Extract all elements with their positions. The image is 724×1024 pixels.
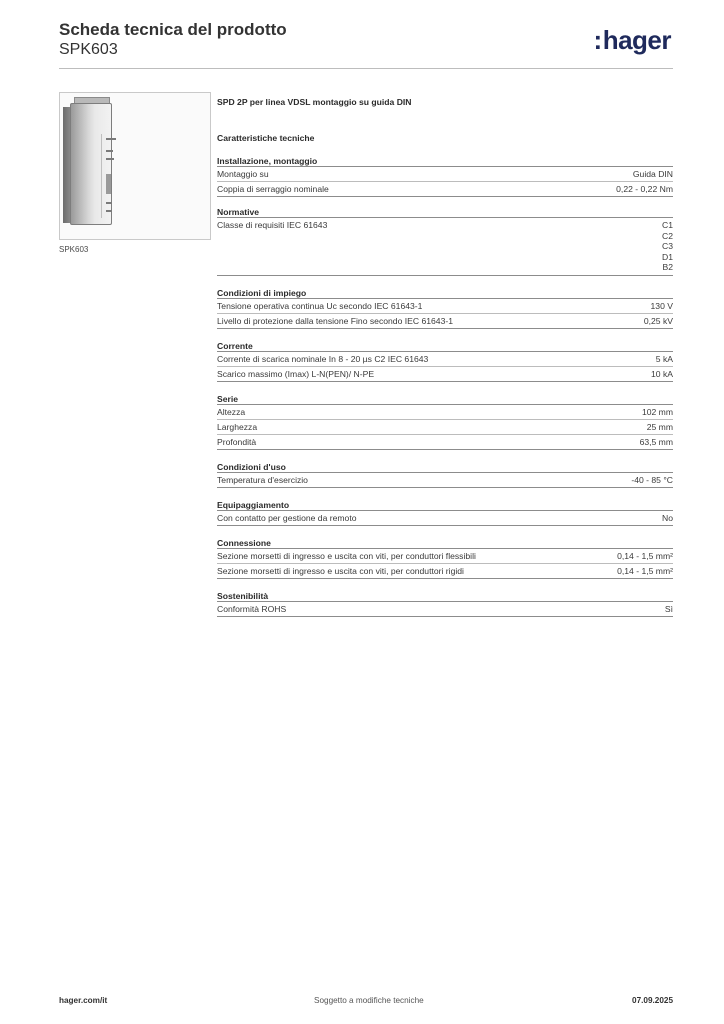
- section-title: Normative: [217, 206, 673, 218]
- section-title: Sostenibilità: [217, 590, 673, 602]
- spec-row: Montaggio su Guida DIN: [217, 167, 673, 182]
- section-condizioni-uso: [217, 461, 673, 488]
- section-equipaggiamento: [217, 499, 673, 526]
- section-sostenibilita: [217, 590, 673, 617]
- tech-heading: Caratteristiche tecniche: [217, 133, 315, 143]
- section-title: Condizioni di impiego: [217, 287, 673, 299]
- logo-text: hager: [602, 25, 671, 55]
- spec-row: Scarico massimo (Imax) L-N(PEN)/ N-PE 10 kA: [217, 367, 673, 382]
- image-caption: SPK603: [59, 245, 89, 254]
- product-code: SPK603: [59, 41, 118, 58]
- spec-row: Altezza 102 mm: [217, 405, 673, 420]
- footer-date: 07.09.2025: [632, 996, 673, 1005]
- spec-row: Larghezza 25 mm: [217, 420, 673, 435]
- section-corrente: [217, 340, 673, 382]
- spec-row: Con contatto per gestione da remoto No: [217, 511, 673, 526]
- spec-row: Corrente di scarica nominale In 8 - 20 µs C2 IEC 61643 5 kA: [217, 352, 673, 367]
- page-header: [59, 20, 673, 68]
- spec-row: Tensione operativa continua Uc secondo IEC 61643-1 130 V: [217, 299, 673, 314]
- requirement-class-list: C1 C2 C3 D1 B2: [662, 220, 673, 272]
- document-title: Scheda tecnica del prodotto: [59, 20, 287, 39]
- spec-row: Sezione morsetti di ingresso e uscita con viti, per conduttori rigidi 0,14 - 1,5 mm²: [217, 564, 673, 579]
- spec-row: Temperatura d'esercizio -40 - 85 °C: [217, 473, 673, 488]
- footer-website-link[interactable]: hager.com/it: [59, 996, 108, 1005]
- section-installazione: [217, 155, 673, 197]
- product-description: SPD 2P per linea VDSL montaggio su guida DIN: [217, 97, 412, 107]
- section-title: Serie: [217, 393, 673, 405]
- header-divider: [59, 68, 673, 69]
- spec-content: [217, 97, 673, 617]
- section-title: Connessione: [217, 537, 673, 549]
- hager-logo: :hager: [593, 25, 671, 55]
- section-normative: [217, 206, 673, 276]
- section-serie: [217, 393, 673, 450]
- section-title: Corrente: [217, 340, 673, 352]
- section-condizioni-impiego: [217, 287, 673, 329]
- spec-row: Sezione morsetti di ingresso e uscita con viti, per conduttori flessibili 0,14 - 1,5 mm²: [217, 549, 673, 564]
- spec-row: Livello di protezione dalla tensione Fino secondo IEC 61643-1 0,25 kV: [217, 314, 673, 329]
- spec-row: Profondità 63,5 mm: [217, 435, 673, 450]
- spec-row: Conformità ROHS Sì: [217, 602, 673, 617]
- surge-protector-device-image: [60, 93, 210, 239]
- footer-note: Soggetto a modifiche tecniche: [314, 996, 424, 1005]
- section-title: Condizioni d'uso: [217, 461, 673, 473]
- product-image: [59, 92, 211, 240]
- section-title: Installazione, montaggio: [217, 155, 673, 167]
- section-title: Equipaggiamento: [217, 499, 673, 511]
- spec-row: Coppia di serraggio nominale 0,22 - 0,22 Nm: [217, 182, 673, 197]
- section-connessione: [217, 537, 673, 579]
- spec-row: Classe di requisiti IEC 61643 C1 C2 C3 D1 B2: [217, 218, 673, 276]
